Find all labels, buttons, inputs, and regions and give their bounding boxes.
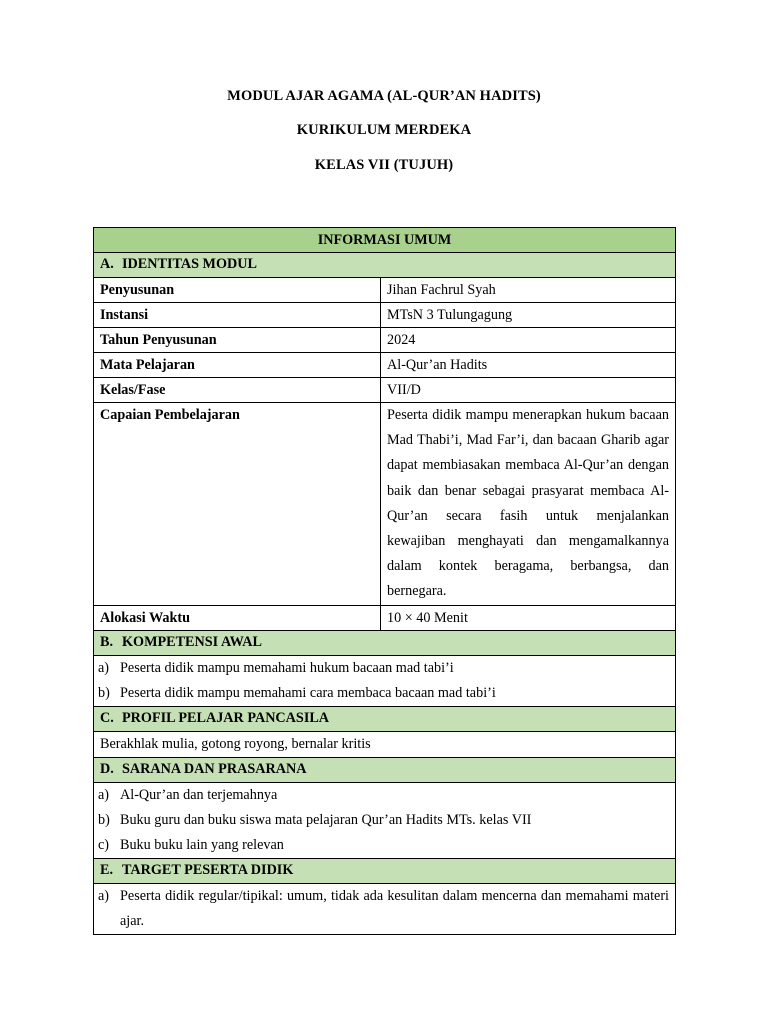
row-value: 10 × 40 Menit [381, 605, 676, 630]
section-d-heading [94, 757, 676, 782]
row-label: Alokasi Waktu [94, 605, 381, 630]
section-e-heading [94, 858, 676, 883]
list-marker: b) [98, 811, 110, 828]
section-e-list [94, 883, 676, 934]
row-label: Tahun Penyusunan [94, 328, 381, 353]
section-a-heading [94, 253, 676, 278]
row-label: Penyusunan [94, 278, 381, 303]
list-text: Peserta didik mampu memahami cara membaca bacaan mad tabi’i [120, 684, 496, 701]
list-marker: a) [98, 887, 110, 904]
section-letter: D. [100, 760, 114, 777]
list-text: Peserta didik regular/tipikal: umum, tidak ada kesulitan dalam mencerna dan memahami materi ajar. [120, 887, 669, 929]
table-row [94, 403, 676, 606]
row-value: VII/D [381, 378, 676, 403]
table-row [94, 278, 676, 303]
row-value: Al-Qur’an Hadits [381, 353, 676, 378]
section-letter: A. [100, 256, 114, 272]
row-label: Instansi [94, 303, 381, 328]
list-marker: a) [98, 786, 110, 803]
section-title: PROFIL PELAJAR PANCASILA [122, 709, 330, 726]
table-row [94, 353, 676, 378]
section-b-list [94, 655, 676, 706]
table-row [94, 378, 676, 403]
list-marker: b) [98, 684, 110, 701]
list-text: Buku buku lain yang relevan [120, 836, 284, 853]
list-marker: a) [98, 659, 110, 676]
list-item [98, 681, 669, 706]
list-item [98, 808, 669, 833]
row-label: Kelas/Fase [94, 378, 381, 403]
section-title: SARANA DAN PRASARANA [122, 760, 307, 777]
table-row [94, 605, 676, 630]
general-info-table [93, 227, 676, 935]
list-text: Al-Qur’an dan terjemahnya [120, 786, 278, 803]
list-text: Peserta didik mampu memahami hukum bacaan mad tabi’i [120, 659, 454, 676]
learning-outcome-text: Peserta didik mampu menerapkan hukum bacaan Mad Thabi’i, Mad Far’i, dan bacaan Gharib agar dapat membiasakan membaca Al-Qur’an dengan baik dan benar sebagai prasyarat membaca Al-Qur’an secara fasih untuk menjalankan kewajiban menghayati dan mengamalkannya dalam kontek beragama, berbangsa, dan bernegara. [381, 403, 676, 606]
list-text: Buku guru dan buku siswa mata pelajaran Qur’an Hadits MTs. kelas VII [120, 811, 532, 828]
table-header: INFORMASI UMUM [94, 228, 676, 253]
curriculum-title: KURIKULUM MERDEKA [296, 122, 472, 138]
section-title: KOMPETENSI AWAL [122, 633, 262, 650]
class-title: KELAS VII (TUJUH) [314, 157, 454, 173]
list-marker: c) [98, 836, 110, 853]
row-label: Mata Pelajaran [94, 353, 381, 378]
list-item [98, 833, 669, 858]
table-row [94, 328, 676, 353]
section-letter: E. [100, 861, 114, 878]
section-letter: C. [100, 709, 114, 726]
row-value: 2024 [381, 328, 676, 353]
section-b-heading [94, 630, 676, 655]
list-item [98, 783, 669, 808]
module-title: MODUL AJAR AGAMA (AL-QUR’AN HADITS) [227, 88, 541, 104]
table-row [94, 303, 676, 328]
section-c-heading [94, 706, 676, 731]
list-item [98, 656, 669, 681]
section-title: TARGET PESERTA DIDIK [122, 861, 294, 878]
row-value: MTsN 3 Tulungagung [381, 303, 676, 328]
section-d-list [94, 782, 676, 858]
section-c-text: Berakhlak mulia, gotong royong, bernalar kritis [94, 731, 676, 757]
section-letter: B. [100, 633, 114, 650]
row-value: Jihan Fachrul Syah [381, 278, 676, 303]
row-label: Capaian Pembelajaran [94, 403, 381, 606]
section-title: IDENTITAS MODUL [122, 256, 257, 272]
list-item [98, 884, 669, 934]
